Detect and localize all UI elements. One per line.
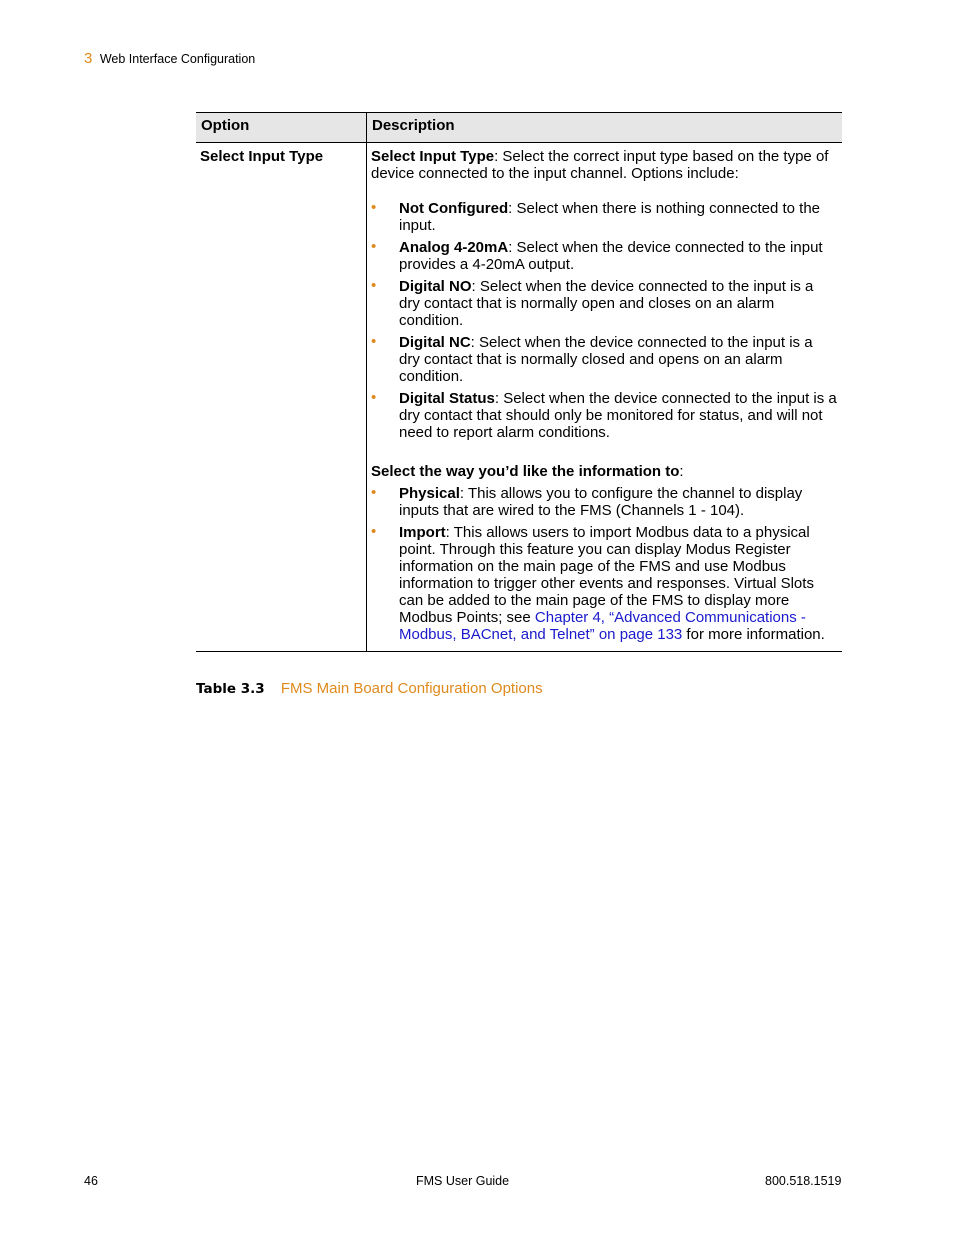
item-text: : Select when the device connected to the input is a dry contact that should only be monitored for status, and will not need to report alarm conditions.	[399, 390, 837, 441]
item-text: : This allows you to configure the channel to display inputs that are wired to the FMS (Channels 1 - 104).	[399, 485, 803, 519]
bullet-icon: •	[371, 238, 377, 255]
running-header	[84, 50, 255, 67]
list-item	[371, 485, 837, 519]
item-bold: Digital Status	[399, 390, 495, 407]
header-description: Description	[367, 113, 843, 143]
bullet-icon: •	[371, 389, 377, 406]
item-text: : Select when the device connected to the input is a dry contact that is normally closed and opens on an alarm condition.	[399, 334, 813, 385]
item-bold: Physical	[399, 485, 460, 502]
intro-bold: Select Input Type	[371, 148, 495, 165]
list-item	[371, 278, 837, 329]
item-text: : This allows users to import Modbus data to a physical point. Through this feature you can display Modus Register information on the main page of the FMS and use Modbus information to trigger other events and responses. Virtual Slots can be added to the main page of the FMS to display more Modbus Points; see	[399, 524, 814, 626]
item-text: : Select when there is nothing connected to the input.	[399, 200, 821, 234]
item-text: : Select when the device connected to the input is a dry contact that is normally open and closes on an alarm condition.	[399, 278, 814, 329]
footer-phone: 800.518.1519	[765, 1174, 842, 1188]
bullet-icon: •	[371, 333, 377, 350]
intro-text: : Select the correct input type based on the type of device connected to the input channel. Options include:	[371, 148, 829, 182]
table-row	[196, 143, 842, 652]
item-tail: for more information.	[682, 626, 825, 643]
option-name-text: Select Input Type	[200, 148, 324, 165]
way-bold: Select the way you’d like the information to	[371, 463, 680, 480]
list-item	[371, 390, 837, 441]
caption-title: FMS Main Board Configuration Options	[280, 680, 543, 697]
item-bold: Not Configured	[399, 200, 509, 217]
bullet-icon: •	[371, 277, 377, 294]
item-text: : Select when the device connected to the input provides a 4-20mA output.	[399, 239, 823, 273]
list-item	[371, 334, 837, 385]
list-item	[371, 239, 837, 273]
item-bold: Analog 4-20mA	[399, 239, 509, 256]
list-item	[371, 524, 837, 643]
item-bold: Digital NO	[399, 278, 472, 295]
item-bold: Digital NC	[399, 334, 471, 351]
caption-label: Table 3.3	[196, 681, 265, 697]
intro-paragraph	[371, 148, 837, 182]
table-header-row	[196, 113, 842, 143]
chapter-title: Web Interface Configuration	[99, 52, 256, 66]
chapter-number: 3	[84, 50, 93, 67]
bullet-icon: •	[371, 484, 377, 501]
page-number: 46	[84, 1174, 98, 1188]
way-colon: :	[679, 463, 684, 480]
option-name	[196, 143, 367, 652]
bullet-icon: •	[371, 199, 377, 216]
header-option: Option	[196, 113, 367, 143]
options-table	[196, 112, 842, 652]
item-bold: Import	[399, 524, 446, 541]
chapter-4-link[interactable]: Chapter 4, “Advanced Communications - Modbus, BACnet, and Telnet” on page 133	[399, 609, 806, 643]
list-item	[371, 200, 837, 234]
table-caption	[196, 680, 543, 697]
option-description	[367, 143, 843, 652]
footer-guide-title: FMS User Guide	[416, 1174, 510, 1188]
mode-list	[371, 485, 837, 643]
way-paragraph	[371, 463, 837, 480]
input-type-list	[371, 200, 837, 441]
bullet-icon: •	[371, 523, 377, 540]
